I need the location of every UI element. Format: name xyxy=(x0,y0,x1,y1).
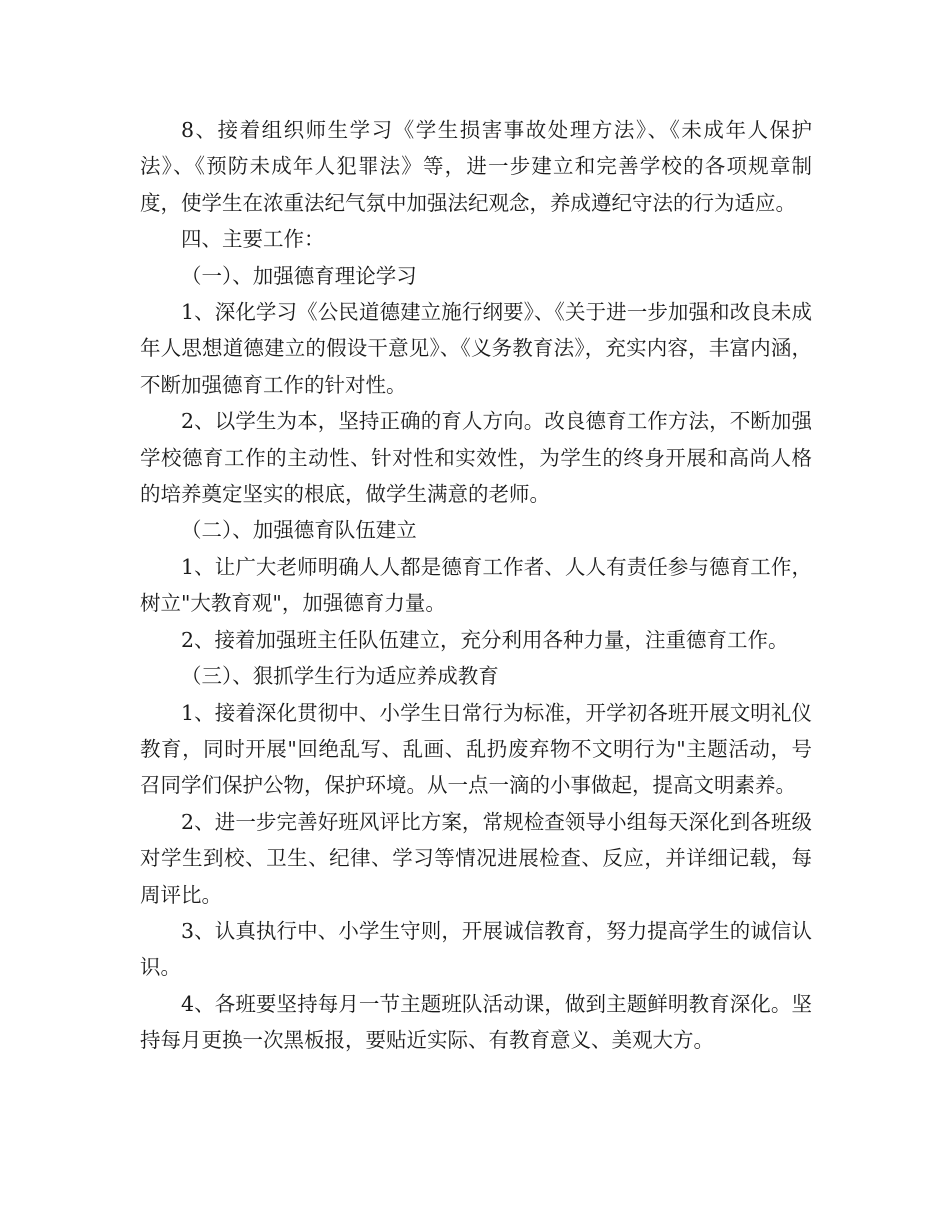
subsection-heading-1: （一）、加强德育理论学习 xyxy=(181,263,417,288)
paragraph-theory-1: 1、深化学习《公民道德建立施行纲要》、《关于进一步加强和改良未成年人思想道德建立的假设干意见》、《义务教育法》，充实内容，丰富内涵，不断加强德育工作的针对性。 xyxy=(140,300,812,397)
paragraph-behavior-1: 1、接着深化贯彻中、小学生日常行为标准，开学初各班开展文明礼仪教育，同时开展"回绝乱写、乱画、乱扔废弃物不文明行为"主题活动，号召同学们保护公物，保护环境。从一点一滴的小事做起，提高文明素养。 xyxy=(140,700,812,798)
paragraph-behavior-4: 4、各班要坚持每月一节主题班队活动课，做到主题鲜明教育深化。坚持每月更换一次黑板报，要贴近实际、有教育意义、美观大方。 xyxy=(140,991,812,1053)
paragraph-behavior-2: 2、进一步完善好班风评比方案，常规检查领导小组每天深化到各班级对学生到校、卫生、纪律、学习等情况进展检查、反应，并详细记载，每周评比。 xyxy=(140,809,812,907)
paragraph-team-2: 2、接着加强班主任队伍建立，充分利用各种力量，注重德育工作。 xyxy=(181,627,789,652)
paragraph-behavior-3: 3、认真执行中、小学生守则，开展诚信教育，努力提高学生的诚信认识。 xyxy=(140,918,812,980)
document-body xyxy=(140,112,812,1059)
paragraph-team-1: 1、让广大老师明确人人都是德育工作者、人人有责任参与德育工作，树立"大教育观"，加强德育力量。 xyxy=(140,554,812,616)
subsection-heading-2: （二）、加强德育队伍建立 xyxy=(181,518,417,543)
paragraph-8-law-study: 8、接着组织师生学习《学生损害事故处理方法》、《未成年人保护法》、《预防未成年人犯罪法》等，进一步建立和完善学校的各项规章制度，使学生在浓重法纪气氛中加强法纪观念，养成遵纪守法的行为适应。 xyxy=(140,118,812,215)
subsection-heading-3: （三）、狠抓学生行为适应养成教育 xyxy=(181,664,499,689)
paragraph-theory-2: 2、以学生为本，坚持正确的育人方向。改良德育工作方法，不断加强学校德育工作的主动性、针对性和实效性，为学生的终身开展和高尚人格的培养奠定坚实的根底，做学生满意的老师。 xyxy=(140,409,812,507)
section-heading-main-work: 四、主要工作： xyxy=(181,227,325,252)
